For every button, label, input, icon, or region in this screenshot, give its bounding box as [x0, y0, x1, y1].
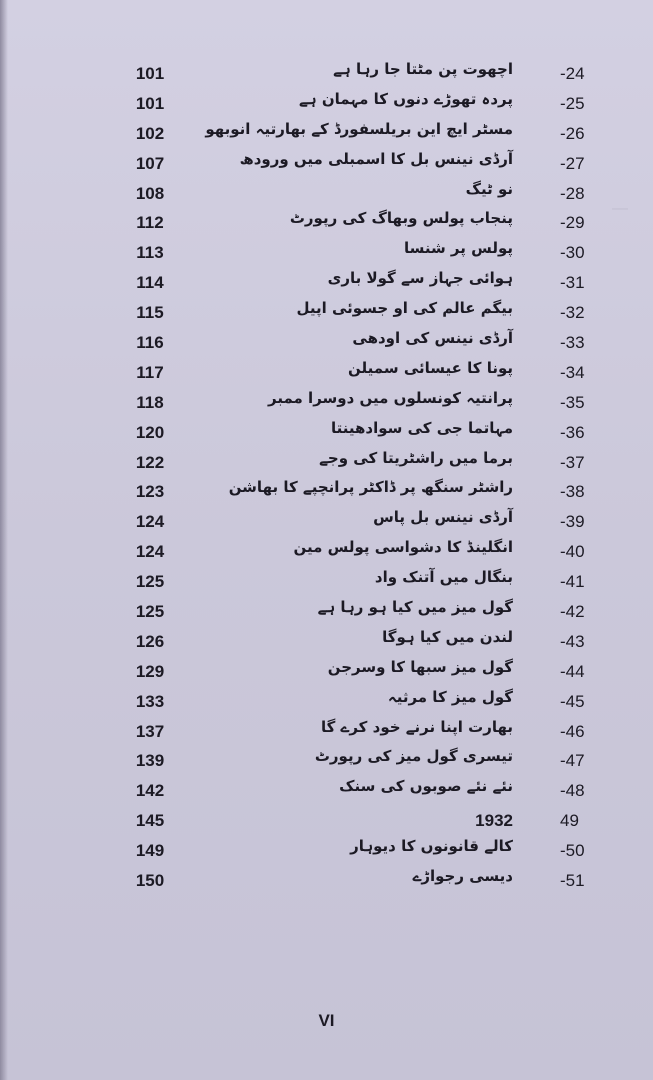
toc-entry-number: -43: [560, 631, 585, 651]
toc-page-number: 112: [136, 213, 164, 233]
toc-page-number: 108: [135, 183, 165, 203]
toc-entry-number: -46: [560, 721, 585, 741]
toc-row: [0, 718, 653, 748]
table-of-contents: [0, 60, 653, 897]
toc-entry-number: -26: [560, 123, 585, 143]
toc-title: برما میں راشٹریتا کی وجے: [319, 448, 513, 467]
toc-page-number: 133: [135, 691, 165, 711]
page-number-footer: VI: [318, 1011, 335, 1030]
toc-title: پونا کا عیسائی سمیلن: [348, 358, 513, 377]
toc-page-number: 125: [135, 602, 165, 622]
toc-title: 1932: [475, 811, 513, 831]
toc-page-number: 122: [135, 452, 165, 472]
toc-page-number: 120: [135, 422, 165, 442]
toc-page-number: 125: [135, 572, 165, 592]
toc-row: [0, 150, 653, 180]
toc-entry-number: -42: [560, 602, 585, 622]
toc-page-number: 116: [136, 333, 164, 353]
toc-title: اچھوت پن مٹتا جا رہا ہے: [333, 60, 513, 78]
toc-row: [0, 449, 653, 479]
toc-entry-number: -37: [560, 452, 585, 472]
toc-row: [0, 867, 653, 897]
toc-entry-number: -36: [560, 422, 585, 442]
toc-title: بیگم عالم کی او جسوئی اپیل: [296, 299, 513, 318]
toc-page-number: 149: [135, 841, 165, 861]
toc-entry-number: -50: [560, 841, 585, 861]
toc-entry-number: 49: [560, 811, 579, 831]
toc-row: [0, 837, 653, 867]
toc-entry-number: -31: [560, 273, 585, 293]
toc-entry-number: -44: [560, 661, 585, 681]
toc-title: آرڈی نینس کی اودھی: [352, 329, 513, 348]
toc-entry-number: -51: [560, 871, 585, 891]
toc-entry-number: -38: [560, 482, 585, 502]
toc-row: [0, 478, 653, 508]
toc-title: بنگال میں آتنک واد: [374, 568, 513, 587]
toc-page-number: 123: [135, 482, 165, 502]
toc-row: [0, 120, 653, 150]
toc-title: پرانتیہ کونسلوں میں دوسرا ممبر: [268, 388, 513, 407]
toc-entry-number: -48: [560, 781, 585, 801]
toc-row: [0, 299, 653, 329]
toc-title: کالے قانونوں کا دیوہار: [350, 837, 513, 856]
toc-entry-number: -32: [560, 303, 585, 323]
toc-row: [0, 807, 653, 837]
toc-title: نو ٹیگ: [465, 179, 513, 198]
toc-page-number: 101: [135, 93, 165, 113]
toc-title: پولس پر شنسا: [403, 239, 513, 258]
toc-title: گول میز کا مرثیہ: [387, 687, 513, 706]
toc-row: [0, 747, 653, 777]
toc-row: [0, 598, 653, 628]
toc-title: گول میز سبھا کا وسرجن: [327, 657, 513, 676]
toc-title: پنجاب پولس وبھاگ کی رپورٹ: [289, 209, 513, 228]
toc-row: [0, 180, 653, 210]
toc-title: گول میز میں کیا ہو رہا ہے: [317, 598, 513, 617]
toc-page-number: 142: [135, 781, 165, 801]
toc-page-number: 114: [136, 273, 164, 293]
toc-page-number: 150: [135, 871, 165, 891]
toc-row: [0, 359, 653, 389]
toc-entry-number: -30: [560, 243, 585, 263]
toc-title: انگلینڈ کا دشواسی پولس مین: [293, 538, 513, 557]
toc-row: [0, 209, 653, 239]
toc-page-number: 139: [135, 751, 165, 771]
toc-page-number: 137: [135, 721, 165, 741]
toc-row: [0, 568, 653, 598]
toc-page-number: 124: [135, 542, 165, 562]
toc-page-number: 101: [135, 64, 165, 83]
toc-row: [0, 269, 653, 299]
toc-entry-number: -25: [560, 93, 585, 113]
toc-entry-number: -47: [560, 751, 585, 771]
toc-entry-number: -27: [560, 153, 585, 173]
toc-row: [0, 329, 653, 359]
toc-title: بھارت اپنا نرنے خود کرے گا: [320, 717, 513, 736]
toc-row: [0, 688, 653, 718]
toc-entry-number: -35: [560, 392, 585, 412]
toc-title: مسٹر ایچ این بریلسفورڈ کے بھارتیہ انوبھو: [205, 119, 513, 138]
toc-entry-number: -39: [560, 512, 585, 532]
toc-title: راشٹر سنگھ پر ڈاکٹر پرانچپے کا بھاشن: [228, 478, 513, 497]
toc-page-number: 124: [135, 512, 165, 532]
toc-title: پردہ تھوڑے دنوں کا مہمان ہے: [299, 89, 513, 108]
toc-title: لندن میں کیا ہوگا: [382, 627, 513, 646]
toc-page-number: 129: [135, 661, 165, 681]
toc-page-number: 107: [135, 153, 165, 173]
toc-entry-number: -28: [560, 183, 585, 203]
toc-title: مہاتما جی کی سوادھینتا: [331, 418, 513, 437]
toc-title: آرڈی نینس بل پاس: [373, 508, 513, 527]
toc-entry-number: -34: [560, 362, 585, 382]
toc-entry-number: -45: [560, 691, 585, 711]
toc-title: آرڈی نینس بل کا اسمبلی میں ورودھ: [239, 149, 513, 168]
toc-page-number: 118: [136, 392, 164, 412]
toc-row: [0, 658, 653, 688]
toc-page-number: 145: [135, 811, 165, 831]
toc-row: [0, 90, 653, 120]
toc-entry-number: -41: [560, 572, 585, 592]
toc-page-number: 102: [135, 123, 165, 143]
toc-page-number: 115: [136, 303, 164, 323]
toc-page-number: 113: [136, 243, 164, 263]
toc-entry-number: -33: [560, 333, 585, 353]
toc-title: تیسری گول میز کی رپورٹ: [314, 747, 513, 766]
toc-entry-number: -40: [560, 542, 585, 562]
toc-entry-number: -29: [560, 213, 585, 233]
toc-title: ہوائی جہاز سے گولا باری: [327, 269, 513, 288]
toc-row: [0, 538, 653, 568]
bleed-through: —: [612, 200, 628, 217]
toc-row: [0, 419, 653, 449]
toc-row: [0, 389, 653, 419]
toc-title: نئے نئے صوبوں کی سنک: [339, 777, 513, 796]
toc-row: [0, 239, 653, 269]
toc-title: دیسی رجواڑے: [412, 867, 513, 886]
toc-page-number: 126: [135, 631, 165, 651]
toc-row: [0, 508, 653, 538]
toc-page-number: 117: [136, 362, 164, 382]
toc-entry-number: -24: [560, 64, 585, 83]
toc-row: [0, 777, 653, 807]
toc-row: [0, 628, 653, 658]
toc-row: [0, 60, 653, 90]
